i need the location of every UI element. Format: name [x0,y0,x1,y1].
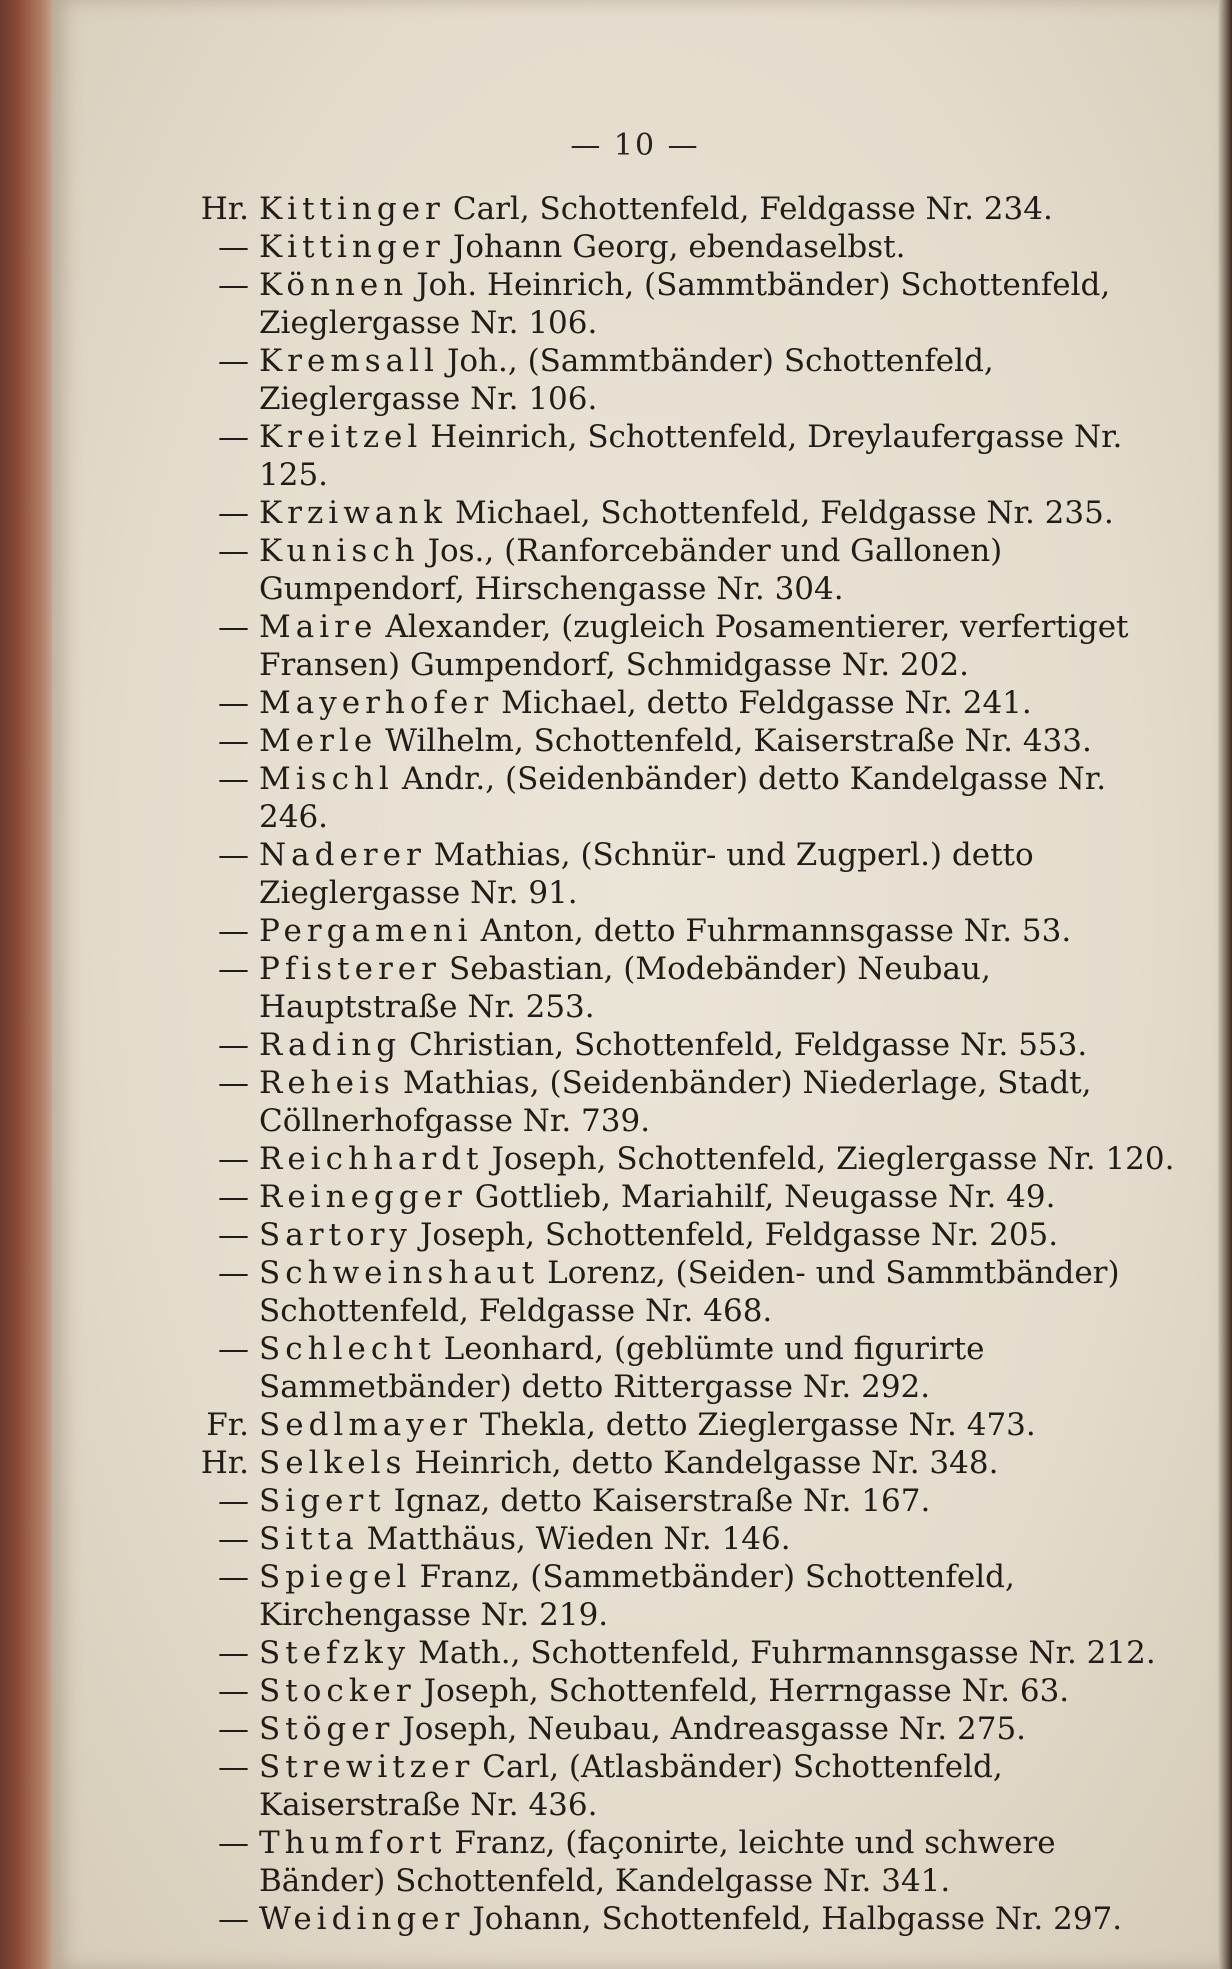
entry-surname: Kreitzel [259,419,423,455]
entry-surname: Reheis [259,1065,395,1101]
entry-marker: — [218,1635,249,1671]
entry-details: Alexander, (zugleich Posamentierer, verfertiget Fransen) Gumpendorf, Schmidgasse Nr. 202. [259,609,1129,683]
page-edge [1218,0,1232,1969]
directory-entry [177,1748,1177,1824]
entry-details: Carl, (Atlasbänder) Schottenfeld, Kaiserstraße Nr. 436. [259,1749,1003,1823]
directory-entry [177,494,1177,532]
entry-surname: Reichhardt [259,1141,484,1177]
entry-marker: — [218,1901,249,1937]
entry-details: Joh., (Sammtbänder) Schottenfeld, Zieglergasse Nr. 106. [259,343,994,417]
entry-marker: — [218,951,249,987]
entry-marker: — [218,1749,249,1785]
entry-surname: Kittinger [259,229,445,265]
entry-marker: — [218,1179,249,1215]
entry-details: Joseph, Schottenfeld, Feldgasse Nr. 205. [420,1217,1059,1253]
directory-entry [177,1634,1177,1672]
entry-details: Jos., (Ranforcebänder und Gallonen) Gumpendorf, Hirschengasse Nr. 304. [259,533,1003,607]
directory-entry [177,228,1177,266]
entry-marker: — [218,1065,249,1101]
entry-surname: Kunisch [259,533,420,569]
entry-details: Andr., (Seidenbänder) detto Kandelgasse Nr. 246. [259,761,1107,835]
entry-details: Joh. Heinrich, (Sammtbänder) Schottenfeld, Zieglergasse Nr. 106. [259,267,1111,341]
entry-details: Lorenz, (Seiden- und Sammtbänder) Schottenfeld, Feldgasse Nr. 468. [259,1255,1120,1329]
entry-surname: Naderer [259,837,426,873]
entry-marker: — [218,609,249,645]
entry-details: Math., Schottenfeld, Fuhrmannsgasse Nr. 212. [418,1635,1156,1671]
entry-details: Carl, Schottenfeld, Feldgasse Nr. 234. [452,191,1053,227]
entry-marker: — [218,1027,249,1063]
entry-details: Wilhelm, Schottenfeld, Kaiserstraße Nr. 433. [385,723,1092,759]
directory-entry [177,1710,1177,1748]
directory-entry [177,1140,1177,1178]
directory-entry [177,266,1177,342]
directory-entry [177,1672,1177,1710]
entry-details: Mathias, (Seidenbänder) Niederlage, Stadt, Cöllnerhofgasse Nr. 739. [259,1065,1092,1139]
entry-details: Gottlieb, Mariahilf, Neugasse Nr. 49. [474,1179,1056,1215]
entry-marker: Hr. [200,191,249,227]
entry-surname: Spiegel [259,1559,412,1595]
directory-entry [177,836,1177,912]
entry-surname: Pfisterer [259,951,441,987]
entry-surname: Sitta [259,1521,359,1557]
directory-entry [177,760,1177,836]
entry-marker: — [218,1673,249,1709]
entry-marker: — [218,913,249,949]
entry-surname: Pergameni [259,913,473,949]
directory-entry [177,1026,1177,1064]
directory-list [177,190,1177,1938]
directory-entry [177,1406,1177,1444]
entry-marker: — [218,1521,249,1557]
entry-details: Johann Georg, ebendaselbst. [452,229,906,265]
entry-details: Matthäus, Wieden Nr. 146. [366,1521,791,1557]
entry-details: Mathias, (Schnür- und Zugperl.) detto Zieglergasse Nr. 91. [259,837,1034,911]
entry-marker: — [218,1141,249,1177]
entry-marker: — [218,1559,249,1595]
entry-details: Ignaz, detto Kaiserstraße Nr. 167. [393,1483,931,1519]
entry-surname: Thumfort [259,1825,447,1861]
directory-entry [177,1900,1177,1938]
entry-marker: Hr. [200,1445,249,1481]
entry-marker: — [218,1711,249,1747]
entry-details: Joseph, Schottenfeld, Zieglergasse Nr. 120. [491,1141,1175,1177]
entry-surname: Stefzky [259,1635,411,1671]
directory-entry [177,1824,1177,1900]
entry-surname: Können [259,267,409,303]
directory-entry [177,1520,1177,1558]
entry-details: Franz, (façonirte, leichte und schwere Bänder) Schottenfeld, Kandelgasse Nr. 341. [259,1825,1056,1899]
directory-entry [177,1254,1177,1330]
entry-details: Heinrich, detto Kandelgasse Nr. 348. [414,1445,999,1481]
entry-surname: Maire [259,609,378,645]
directory-entry [177,342,1177,418]
entry-marker: — [218,419,249,455]
directory-entry [177,418,1177,494]
entry-surname: Reinegger [259,1179,467,1215]
entry-surname: Sedlmayer [259,1407,472,1443]
page-number: — 10 — [570,128,700,163]
entry-surname: Schweinshaut [259,1255,540,1291]
entry-marker: — [218,837,249,873]
directory-entry [177,722,1177,760]
entry-marker: — [218,761,249,797]
entry-marker: — [218,685,249,721]
directory-entry [177,912,1177,950]
entry-surname: Strewitzer [259,1749,475,1785]
entry-marker: — [218,495,249,531]
directory-entry [177,1216,1177,1254]
directory-entry [177,950,1177,1026]
entry-marker: — [218,1825,249,1861]
entry-surname: Rading [259,1027,402,1063]
directory-entry [177,532,1177,608]
entry-details: Johann, Schottenfeld, Halbgasse Nr. 297. [472,1901,1123,1937]
entry-surname: Sigert [259,1483,386,1519]
entry-surname: Kittinger [259,191,445,227]
entry-surname: Mayerhofer [259,685,494,721]
entry-surname: Sartory [259,1217,412,1253]
entry-details: Joseph, Neubau, Andreasgasse Nr. 275. [402,1711,1027,1747]
entry-details: Michael, Schottenfeld, Feldgasse Nr. 235. [455,495,1114,531]
entry-surname: Krziwank [259,495,447,531]
book-page [52,0,1218,1969]
directory-entry [177,1482,1177,1520]
entry-details: Anton, detto Fuhrmannsgasse Nr. 53. [480,913,1072,949]
entry-surname: Schlecht [259,1331,436,1367]
entry-surname: Selkels [259,1445,407,1481]
entry-details: Joseph, Schottenfeld, Herrngasse Nr. 63. [423,1673,1070,1709]
entry-marker: — [218,1483,249,1519]
entry-details: Franz, (Sammetbänder) Schottenfeld, Kirchengasse Nr. 219. [259,1559,1015,1633]
entry-surname: Weidinger [259,1901,465,1937]
entry-surname: Stöger [259,1711,395,1747]
entry-marker: — [218,723,249,759]
entry-marker: — [218,343,249,379]
entry-details: Christian, Schottenfeld, Feldgasse Nr. 553. [409,1027,1088,1063]
entry-marker: — [218,1255,249,1291]
entry-details: Leonhard, (geblümte und figurirte Sammetbänder) detto Rittergasse Nr. 292. [259,1331,985,1405]
directory-entry [177,1064,1177,1140]
entry-details: Thekla, detto Zieglergasse Nr. 473. [479,1407,1036,1443]
entry-marker: Fr. [206,1407,249,1443]
entry-marker: — [218,533,249,569]
entry-marker: — [218,1217,249,1253]
entry-details: Heinrich, Schottenfeld, Dreylaufergasse Nr. 125. [259,419,1123,493]
entry-surname: Mischl [259,761,394,797]
book-spine [0,0,58,1969]
entry-marker: — [218,229,249,265]
directory-entry [177,1444,1177,1482]
directory-entry [177,190,1177,228]
entry-surname: Kremsall [259,343,439,379]
directory-entry [177,608,1177,684]
entry-details: Michael, detto Feldgasse Nr. 241. [501,685,1032,721]
entry-surname: Merle [259,723,378,759]
directory-entry [177,684,1177,722]
entry-details: Sebastian, (Modebänder) Neubau, Hauptstraße Nr. 253. [259,951,991,1025]
entry-marker: — [218,1331,249,1367]
directory-entry [177,1178,1177,1216]
directory-entry [177,1330,1177,1406]
entry-surname: Stocker [259,1673,416,1709]
entry-marker: — [218,267,249,303]
directory-entry [177,1558,1177,1634]
